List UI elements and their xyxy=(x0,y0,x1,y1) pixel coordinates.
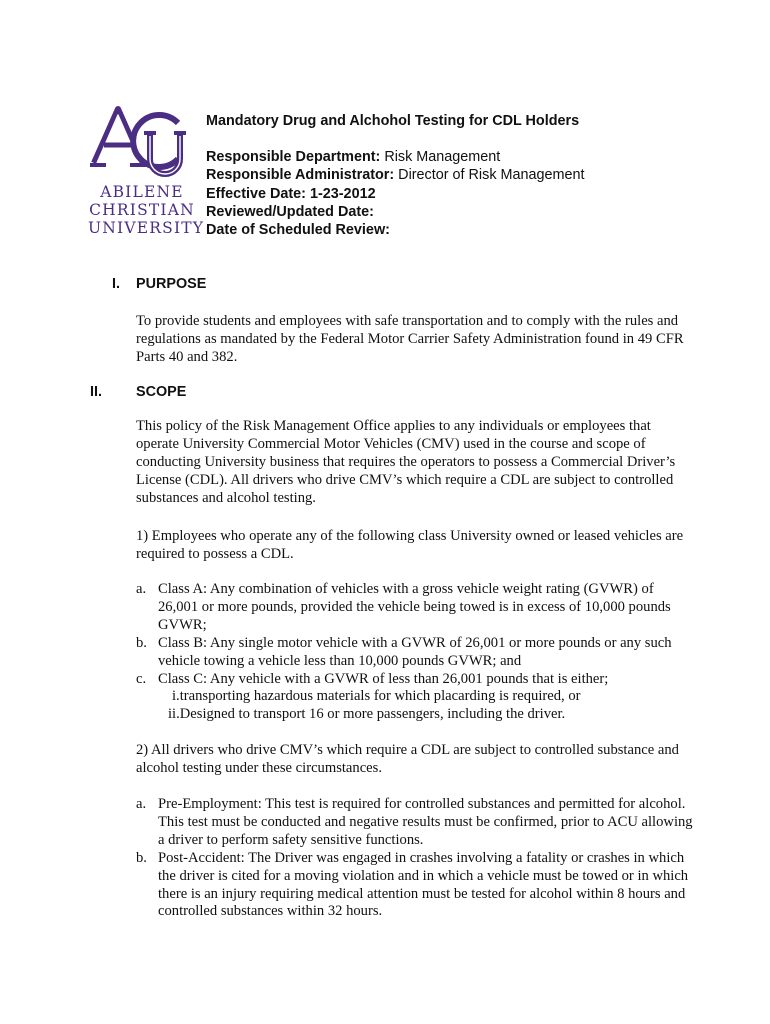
purpose-paragraph: To provide students and employees with safe transportation and to comply with the rules and regulations as mandated by the Federal Motor Carrier Safety Administration found in 49 CFR Parts 40 and 382. xyxy=(136,313,684,365)
scope-item-2: 2) All drivers who drive CMV’s which require a CDL are subject to controlled substance and alcohol testing under these circumstances. xyxy=(136,742,679,776)
logo-line-2: CHRISTIAN xyxy=(89,201,195,219)
class-c-text: Class C: Any vehicle with a GVWR of less than 26,001 pounds that is either; xyxy=(158,670,609,687)
cdl-class-list xyxy=(136,581,696,724)
list-marker: b. xyxy=(136,849,147,866)
responsible-administrator xyxy=(206,166,585,184)
responsible-department-label: Responsible Department: xyxy=(206,149,381,166)
class-c-sub-item-2: ii.Designed to transport 16 or more passengers, including the driver. xyxy=(168,706,566,723)
section-scope-heading: SCOPE xyxy=(136,384,187,400)
class-b-text: Class B: Any single motor vehicle with a GVWR of 26,001 or more pounds or any such vehicle towing a vehicle less than 10,000 pounds GVWR; and xyxy=(158,634,672,669)
list-item xyxy=(136,581,696,635)
list-marker: a. xyxy=(136,796,147,812)
policy-header xyxy=(206,112,585,239)
list-item xyxy=(136,796,696,850)
list-item xyxy=(136,635,696,671)
logo-line-1: ABILENE xyxy=(100,183,184,201)
responsible-department-value: Risk Management xyxy=(380,149,501,166)
responsible-administrator-value: Director of Risk Management xyxy=(394,167,585,184)
effective-date: Effective Date: 1-23-2012 xyxy=(206,185,376,202)
scope-item-1: 1) Employees who operate any of the following class University owned or leased vehicles are required to possess a CDL. xyxy=(136,528,684,562)
responsible-department xyxy=(206,148,585,166)
post-accident-text: Post-Accident: The Driver was engaged in crashes involving a fatality or crashes in which the driver is cited for a moving violation and in which a vehicle must be towed or in which there is an injury requiring medical attention must be tested for alcohol within 8 hours and controlled substances within 32 hours. xyxy=(158,849,689,920)
pre-employment-text: Pre-Employment: This test is required for controlled substances and permitted for alcohol. This test must be conducted and negative results must be confirmed, prior to ACU allowing a driver to perform safety sensitive functions. xyxy=(158,796,693,848)
list-item xyxy=(136,671,696,725)
list-marker: a. xyxy=(136,581,147,597)
logo-line-3: UNIVERSITY xyxy=(88,219,205,237)
class-a-text: Class A: Any combination of vehicles with a gross vehicle weight rating (GVWR) of 26,001 or more pounds, provided the vehicle being towed is in excess of 10,000 pounds GVWR; xyxy=(158,581,671,633)
reviewed-date: Reviewed/Updated Date: xyxy=(206,203,374,220)
list-marker: c. xyxy=(136,670,147,687)
university-logo xyxy=(88,103,205,239)
testing-circumstances-list xyxy=(136,796,696,921)
policy-title: Mandatory Drug and Alchohol Testing for CDL Holders xyxy=(206,113,580,129)
list-marker: b. xyxy=(136,634,147,651)
acu-monogram-icon xyxy=(88,103,196,179)
responsible-administrator-label: Responsible Administrator: xyxy=(206,167,395,184)
scope-paragraph: This policy of the Risk Management Office applies to any individuals or employees that operate University Commercial Motor Vehicles (CMV) used in the course and scope of conducting University business that requires the operators to possess a Commercial Driver’s License (CDL). All drivers who drive CMV’s which require a CDL are subject to controlled substances and alcohol testing. xyxy=(136,418,676,506)
section-1-numeral: I. xyxy=(112,276,120,292)
class-c-sublist xyxy=(158,688,696,724)
section-2-numeral: II. xyxy=(90,384,102,400)
scheduled-review-date: Date of Scheduled Review: xyxy=(206,222,390,239)
list-item xyxy=(136,850,696,922)
section-purpose-heading: PURPOSE xyxy=(136,276,207,292)
class-c-sub-item-1: i.transporting hazardous materials for which placarding is required, or xyxy=(172,688,581,705)
